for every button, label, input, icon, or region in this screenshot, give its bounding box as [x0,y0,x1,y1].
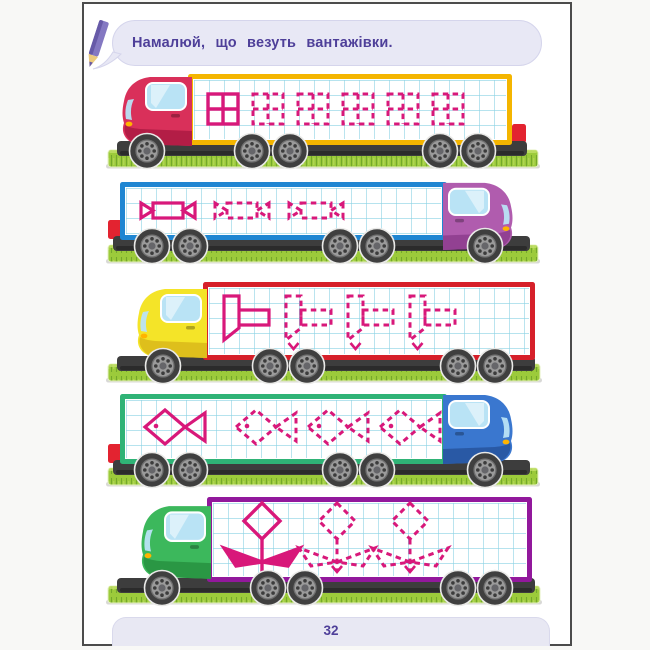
prompt-bubble [112,20,542,66]
prompt-text: Намалюй, що везуть вантажівки. [132,35,393,51]
page-number: 32 [323,623,339,638]
footer-bar [112,617,550,646]
workbook-page [82,2,572,646]
